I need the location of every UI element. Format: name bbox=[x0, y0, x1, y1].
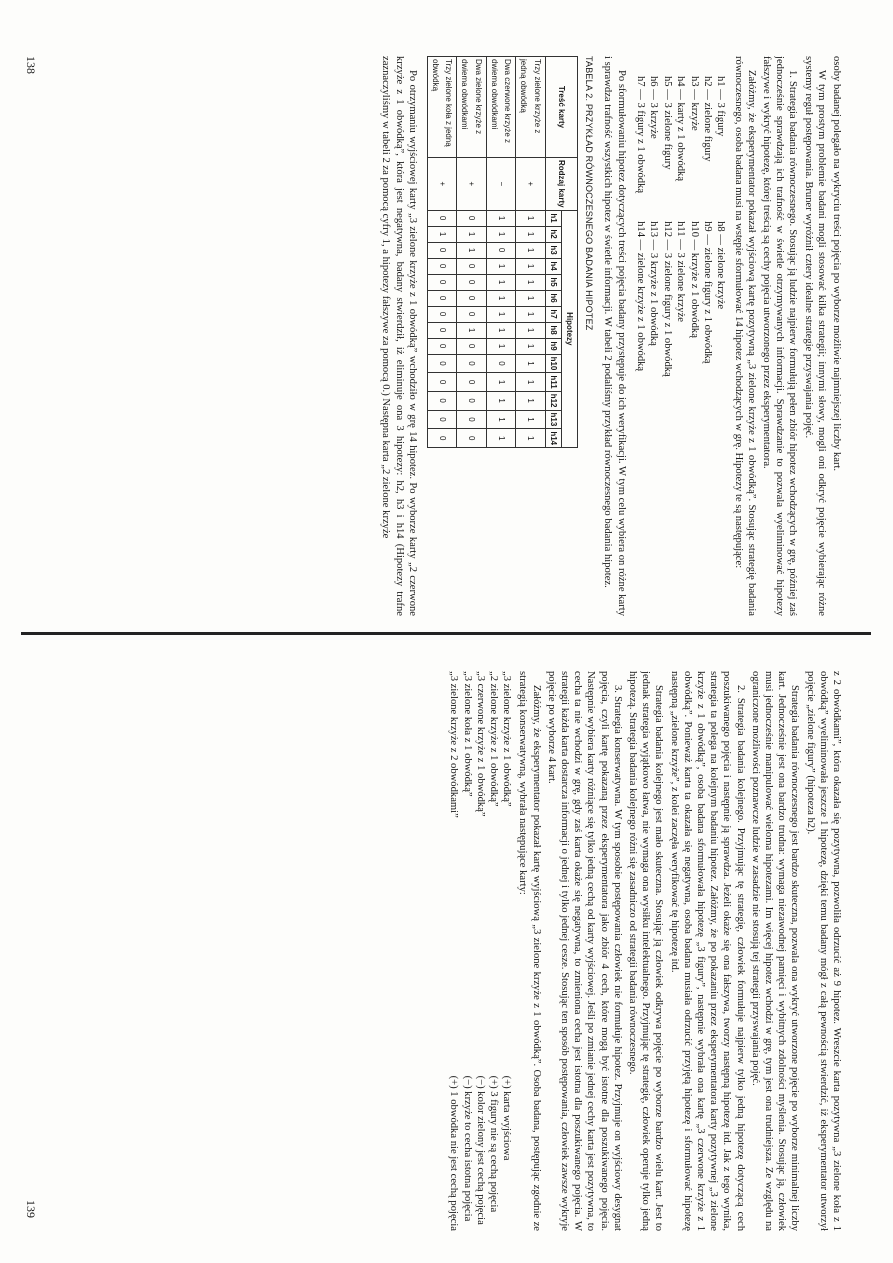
hypothesis-column-header: h14 bbox=[545, 429, 561, 448]
hypothesis-cell: 1 bbox=[427, 226, 456, 242]
hypothesis-cell: 1 bbox=[486, 306, 515, 322]
hypothesis-cell: 0 bbox=[457, 306, 486, 322]
hypothesis-item: h8 — zielone krzyże bbox=[715, 221, 727, 310]
row-card-kind: + bbox=[516, 158, 545, 211]
hypothesis-cell: 1 bbox=[486, 290, 515, 306]
hypothesis-cell: 1 bbox=[486, 410, 515, 429]
hypothesis-cell: 0 bbox=[427, 338, 456, 354]
header-card-content: Treść karty bbox=[545, 57, 577, 158]
hypothesis-cell: 0 bbox=[486, 354, 515, 373]
row-card-label: Dwa czerwone krzyże z dwiema obwódkami bbox=[486, 57, 515, 158]
hypothesis-cell: 1 bbox=[516, 429, 545, 448]
hypothesis-column-header: h8 bbox=[545, 322, 561, 338]
hypothesis-cell: 0 bbox=[457, 429, 486, 448]
hypothesis-cell: 0 bbox=[427, 322, 456, 338]
hypothesis-cell: 1 bbox=[516, 322, 545, 338]
hypothesis-cell: 1 bbox=[516, 242, 545, 258]
hypothesis-cell: 0 bbox=[457, 391, 486, 410]
hypothesis-item: h7 — 3 figury z 1 obwódką bbox=[634, 76, 646, 194]
row-card-kind: − bbox=[486, 158, 515, 211]
hypothesis-item: h13 — 3 krzyże z 1 obwódką bbox=[648, 221, 660, 346]
hypothesis-cell: 0 bbox=[427, 242, 456, 258]
hypothesis-cell: 1 bbox=[516, 354, 545, 373]
hypothesis-cell: 1 bbox=[486, 391, 515, 410]
row-card-label: Dwa zielone krzyże z dwiema obwódkami bbox=[457, 57, 486, 158]
hypothesis-cell: 0 bbox=[427, 258, 456, 274]
table-row bbox=[486, 57, 515, 448]
hypothesis-cell: 0 bbox=[457, 338, 486, 354]
hypotheses-column-1 bbox=[634, 76, 728, 193]
hypothesis-cell: 0 bbox=[427, 429, 456, 448]
card-item: „3 czerwone krzyże z 1 obwódką” bbox=[474, 671, 486, 817]
hypothesis-cell: 1 bbox=[457, 242, 486, 258]
hypothesis-column-header: h1 bbox=[545, 210, 561, 226]
hypothesis-cell: 0 bbox=[457, 373, 486, 391]
hypothesis-column-header: h2 bbox=[545, 226, 561, 242]
hypothesis-cell: 0 bbox=[427, 354, 456, 373]
paragraph: Po sformułowaniu hipotez dotyczących treści pojęcia badany przystępuje do ich weryfikacji. W tym celu wybiera on różne karty i sprawdza trafność wszystkich hipotez w świetle informacji. W tabeli 2 podaliśmy przykład równoczesnego badania hipotez. bbox=[602, 56, 627, 616]
hypothesis-item: h10 — krzyże z 1 obwódką bbox=[688, 221, 700, 338]
card-list bbox=[447, 671, 513, 818]
paragraph: W tym prostym problemie badani mogli stosować kilka strategii; innymi słowy, mogli oni odkryć pojęcie wybierając różne systemy reguł postępowania. Bruner wyróżnił cztery idealne strategie przyswajania pojęć. bbox=[802, 56, 827, 616]
paragraph: Strategia badania kolejnego jest mało skuteczna. Stosując ją człowiek odkrywa pojęcie po wyborze bardzo wielu kart. Jest to jednak strategia wyjątkowo łatwa, nie wymaga ona wysiłku intelektualnego. Przyjmując tę strategię, człowiek operuje tylko jedną hipotezą. Strategia badania kolejnego różni się zasadniczo od strategii badania równoczesnego. bbox=[626, 671, 665, 1231]
table-row bbox=[457, 57, 486, 448]
header-card-kind: Rodzaj karty bbox=[545, 158, 577, 211]
hypothesis-item: h2 — zielone figury bbox=[701, 76, 713, 162]
hypothesis-item: h4 — karty z 1 obwódką bbox=[675, 76, 687, 182]
hypothesis-cell: 1 bbox=[516, 373, 545, 391]
row-card-label: Trzy zielone krzyże z jedną obwódką bbox=[516, 57, 545, 158]
card-item: „3 zielone krzyże z 2 obwódkami” bbox=[448, 671, 460, 818]
card-selection-list bbox=[447, 671, 513, 1231]
hypotheses-column-2 bbox=[634, 221, 728, 377]
hypothesis-column-header: h5 bbox=[545, 274, 561, 290]
hypothesis-column-header: h3 bbox=[545, 242, 561, 258]
table-body bbox=[427, 57, 545, 448]
hypothesis-item: h9 — zielone figury z 1 obwódką bbox=[701, 221, 713, 364]
hypothesis-cell: 0 bbox=[427, 210, 456, 226]
hypothesis-item: h11 — 3 zielone krzyże bbox=[675, 221, 687, 322]
hypothesis-cell: 1 bbox=[486, 210, 515, 226]
page-gutter-divider bbox=[21, 632, 871, 635]
paragraph: 2. Strategia badania kolejnego. Przyjmując tę strategię, człowiek formułuje najpierw tylko jedną hipotezę dotyczącą cech poszukiwanego pojęcia i następnie ją sprawdza. Jeżeli okaże się ona fałszywa, tworzy następną hipotezę itd. Jak z tego wynika, strategia ta polega na kolejnym badaniu hipotez. Załóżmy, że po pokazaniu przez eksperymentatora karty pozytywnej „3 zielone krzyże z 1 obwódką”, osoba badana sformułowała hipotezę „3 figury”, następnie wybrała ona kartę „3 czerwone krzyże z 1 obwódką”. Ponieważ karta ta okazała się negatywna, osoba badana musiała odrzucić przyjętą hipotezę i sformułować hipotezę następną „zielone krzyże”, z kolei zaczęła weryfikować tę hipotezę itd. bbox=[668, 671, 746, 1231]
hypothesis-item: h6 — 3 krzyże bbox=[648, 76, 660, 139]
hypothesis-cell: 0 bbox=[457, 290, 486, 306]
header-hypotheses: Hipotezy bbox=[561, 210, 577, 448]
hypothesis-cell: 1 bbox=[486, 258, 515, 274]
page-left bbox=[41, 56, 843, 616]
card-item: „2 zielone krzyże z 1 obwódką” bbox=[487, 671, 499, 807]
hypothesis-cell: 1 bbox=[516, 210, 545, 226]
hypothesis-cell: 0 bbox=[457, 258, 486, 274]
hypothesis-column-header: h6 bbox=[545, 290, 561, 306]
table-row bbox=[427, 57, 456, 448]
hypothesis-cell: 1 bbox=[457, 322, 486, 338]
table-caption: TABELA 2. PRZYKŁAD RÓWNOCZESNEGO BADANIA HIPOTEZ bbox=[584, 56, 595, 331]
card-item: „3 zielone koła z 1 obwódką” bbox=[461, 671, 473, 797]
page-right bbox=[41, 671, 843, 1231]
hypothesis-cell: 1 bbox=[516, 290, 545, 306]
card-sign: (+) karta wyjściowa bbox=[501, 1075, 513, 1161]
hypothesis-cell: 1 bbox=[486, 338, 515, 354]
hypothesis-item: h1 — 3 figury bbox=[715, 76, 727, 137]
hypothesis-column-header: h4 bbox=[545, 258, 561, 274]
hypothesis-cell: 1 bbox=[516, 391, 545, 410]
card-sign: (+) 1 obwódka nie jest cechą pojęcia bbox=[448, 1075, 460, 1231]
paragraph: 3. Strategia konserwatywna. W tym sposobie postępowania człowiek nie formułuje hipotez. Przyjmuje on wyjściowy desygnat pojęcia, czyli kartę pokazaną przez eksperymentatora jako zbiór 4 cech, które mogą być istotne dla poszukiwanego pojęcia. Następnie wybiera karty różniące się tylko jedną cechą od karty wyjściowej. Jeśli po zmianie jednej cechy karta jest pozytywna, to cecha ta nie wchodzi w grę, gdy zaś karta okaże się negatywna, to zmieniona cecha jest istotna dla poszukiwanego pojęcia. W strategii każda karta dostarcza informacji o jednej i tylko jednej cesze. Stosując ten sposób postępowania, człowiek zawsze wykryje pojęcie po wyborze 4 kart. bbox=[545, 671, 623, 1231]
card-sign-list bbox=[447, 1076, 513, 1231]
hypotheses-table bbox=[427, 56, 578, 448]
hypothesis-cell: 1 bbox=[516, 258, 545, 274]
row-card-kind: + bbox=[427, 158, 456, 211]
paragraph: Strategia badania równoczesnego jest bardzo skuteczna, pozwala ona wykryć utworzone pojęcie po wyborze minimalnej liczby kart. Jednocześnie jest ona bardzo trudna: wymaga niezawodnej pamięci i wybitnych zdolności myślenia. Stosując ją, człowiek musi jednocześnie manipulować wieloma hipotezami. Im więcej hipotez wchodzi w grę, tym jest ona trudniejsza. Ze względu na ograniczone możliwości poznawcze ludzie w zasadzie nie stosują tej strategii przyswajania pojęć. bbox=[749, 671, 801, 1231]
paragraph: osoby badanej polegało na wykryciu treści pojęcia po wyborze możliwie najmniejszej liczby kart. bbox=[831, 56, 842, 472]
hypothesis-item: h5 — 3 zielone figury bbox=[661, 76, 673, 170]
hypothesis-cell: 0 bbox=[427, 306, 456, 322]
paragraph: Po otrzymaniu wyjściowej karty „3 zielone krzyże z 1 obwódką” wchodziło w grę 14 hipotez. Po wyborze karty „2 czerwone krzyże z 1 obwódką”, która jest negatywna, badany stwierdził, iż eliminuje ona 3 hipotezy: h2, h3 i h14 (Hipotezy trafne zaznaczyliśmy w tabeli 2 za pomocą cyfry 1, a hipotezy fałszywe za pomocą 0.) Następna karta „2 zielone krzyże bbox=[380, 56, 418, 616]
paragraph: z 2 obwódkami”, która okazała się pozytywna, pozwoliła odrzucić aż 9 hipotez. Wreszcie karta pozytywna „3 zielone koła z 1 obwódką” wyeliminowała jeszcze 1 hipotezę, dzięki temu badany mógł z całą pewnością stwierdzić, iż eksperymentator utworzył pojęcie „zielone figury” (hipoteza h2). bbox=[804, 671, 842, 1231]
hypothesis-cell: 1 bbox=[486, 274, 515, 290]
card-sign: (−) kolor zielony jest cechą pojęcia bbox=[474, 1075, 486, 1225]
hypothesis-cell: 1 bbox=[486, 226, 515, 242]
hypotheses-list bbox=[634, 76, 728, 616]
paragraph: Załóżmy, że eksperymentator pokazał kartę wyjściową „3 zielone krzyże z 1 obwódką”. Osoba badana, postępując zgodnie ze strategią konserwatywną, wybrała następujące karty: bbox=[517, 671, 542, 1231]
hypothesis-column-header: h7 bbox=[545, 306, 561, 322]
rotated-book-spread bbox=[21, 26, 871, 1236]
hypothesis-cell: 1 bbox=[516, 274, 545, 290]
hypothesis-item: h14 — zielone krzyże z 1 obwódką bbox=[634, 221, 646, 372]
hypothesis-cell: 0 bbox=[457, 210, 486, 226]
hypothesis-cell: 0 bbox=[427, 274, 456, 290]
hypothesis-item: h12 — 3 zielone figury z 1 obwódką bbox=[661, 221, 673, 377]
hypothesis-cell: 1 bbox=[516, 226, 545, 242]
hypothesis-column-header: h11 bbox=[545, 373, 561, 391]
hypothesis-cell: 0 bbox=[457, 410, 486, 429]
page-number-right: 139 bbox=[24, 1200, 38, 1218]
hypothesis-cell: 1 bbox=[486, 373, 515, 391]
hypothesis-column-header: h9 bbox=[545, 338, 561, 354]
hypothesis-item: h3 — krzyże bbox=[688, 76, 700, 131]
row-card-label: Trzy zielone koła z jedną obwódką bbox=[427, 57, 456, 158]
hypothesis-column-header: h13 bbox=[545, 410, 561, 429]
page-number-left: 138 bbox=[24, 56, 38, 74]
hypothesis-cell: 0 bbox=[427, 391, 456, 410]
hypothesis-cell: 0 bbox=[457, 354, 486, 373]
hypothesis-cell: 1 bbox=[516, 338, 545, 354]
hypothesis-cell: 1 bbox=[486, 429, 515, 448]
table-row bbox=[516, 57, 545, 448]
row-card-kind: + bbox=[457, 158, 486, 211]
hypothesis-column-header: h12 bbox=[545, 391, 561, 410]
hypothesis-cell: 0 bbox=[457, 274, 486, 290]
hypothesis-cell: 0 bbox=[427, 373, 456, 391]
hypothesis-cell: 1 bbox=[516, 306, 545, 322]
hypothesis-cell: 0 bbox=[486, 242, 515, 258]
card-sign: (+) 3 figury nie są cechą pojęcia bbox=[487, 1075, 499, 1213]
card-sign: (−) krzyże to cecha istotna pojęcia bbox=[461, 1075, 473, 1222]
hypothesis-cell: 1 bbox=[516, 410, 545, 429]
hypothesis-cell: 1 bbox=[486, 322, 515, 338]
table-header-row bbox=[561, 57, 577, 448]
hypothesis-cell: 0 bbox=[427, 410, 456, 429]
hypothesis-cell: 0 bbox=[427, 290, 456, 306]
paragraph: 1. Strategia badania równoczesnego. Stosując ją ludzie najpierw formułują pełen zbiór hipotez wchodzących w grę, później zaś jednocześnie sprawdzają ich trafność w świetle otrzymywanych informacji. Sprawdzanie to pozwala wyeliminować hipotezy fałszywe i wykryć hipotezę, której treścią są cechy pojęcia utworzonego przez eksperymentatora. bbox=[760, 56, 799, 616]
paragraph: Załóżmy, że eksperymentator pokazał wyjściową kartę pozytywną „3 zielone krzyże z 1 obwódką”. Stosując strategię badania równoczesnego, osoba badana musi na wstępie sformułować 14 hipotez wchodzących w grę. Hipotezy te są następujące: bbox=[732, 56, 757, 616]
hypothesis-cell: 1 bbox=[457, 226, 486, 242]
card-item: „3 zielone krzyże z 1 obwódką” bbox=[501, 671, 513, 807]
hypothesis-column-header: h10 bbox=[545, 354, 561, 373]
